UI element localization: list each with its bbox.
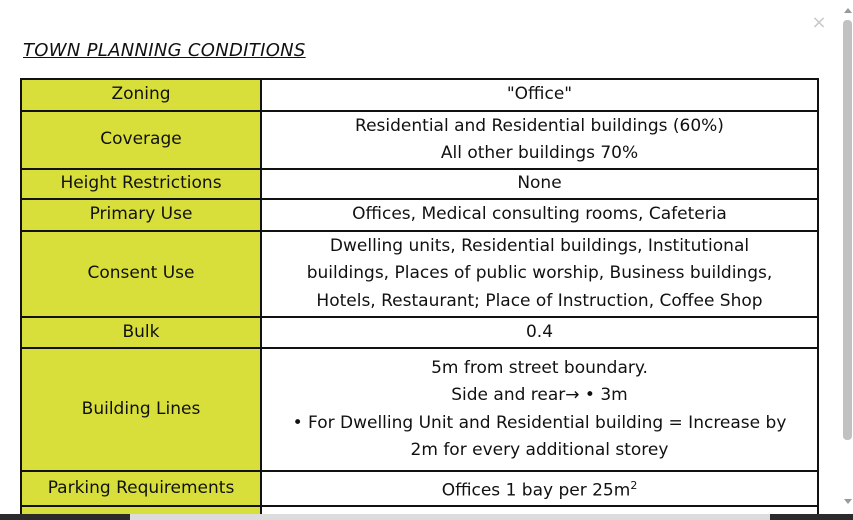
value-line: Offices 1 bay per 25m (441, 480, 631, 501)
row-value (261, 169, 818, 199)
value-line: Residential and Residential buildings (60%) (355, 115, 724, 136)
row-value (261, 317, 818, 348)
row-label: Zoning (21, 79, 261, 111)
value-line: None (517, 173, 562, 194)
table-row (21, 111, 818, 169)
value-line: • For Dwelling Unit and Residential building = Increase by (292, 412, 787, 433)
row-label: Bulk (21, 317, 261, 348)
background-strip-light (130, 514, 770, 520)
conditions-table (20, 78, 819, 519)
value-line: Side and rear→ • 3m (451, 385, 628, 405)
value-line: Offices, Medical consulting rooms, Cafeteria (352, 204, 727, 225)
row-label: Parking Requirements (21, 471, 261, 506)
table-row (21, 199, 818, 231)
value-line: All other buildings 70% (440, 143, 639, 163)
row-label: Coverage (21, 111, 261, 169)
table-row (21, 348, 818, 471)
scroll-up-icon[interactable] (844, 8, 852, 13)
row-label: Primary Use (21, 199, 261, 231)
scroll-thumb[interactable] (843, 20, 852, 440)
vertical-scrollbar[interactable] (842, 4, 853, 514)
value-line: "Office" (506, 84, 573, 105)
row-value (261, 471, 818, 506)
row-value (261, 111, 818, 169)
value-line: 2m for every additional storey (410, 440, 669, 460)
row-label: Building Lines (21, 348, 261, 471)
close-icon[interactable]: × (811, 12, 827, 33)
value-line: buildings, Places of public worship, Business buildings, (306, 263, 773, 284)
row-value (261, 199, 818, 231)
row-value (261, 79, 818, 111)
row-label: Consent Use (21, 231, 261, 317)
value-line: Hotels, Restaurant; Place of Instruction, Coffee Shop (316, 290, 763, 311)
table-row (21, 169, 818, 199)
scroll-down-icon[interactable] (844, 499, 852, 504)
page-title: TOWN PLANNING CONDITIONS (23, 40, 306, 61)
value-line: 0.4 (525, 321, 554, 342)
background-strip (0, 514, 853, 520)
table-row (21, 317, 818, 348)
table-row (21, 471, 818, 506)
value-line: Dwelling units, Residential buildings, Institutional (329, 235, 750, 256)
superscript: 2 (630, 479, 638, 492)
row-value (261, 348, 818, 471)
row-value (261, 231, 818, 317)
table-row (21, 79, 818, 111)
row-label: Height Restrictions (21, 169, 261, 199)
table-row (21, 231, 818, 317)
value-line: 5m from street boundary. (431, 357, 648, 378)
